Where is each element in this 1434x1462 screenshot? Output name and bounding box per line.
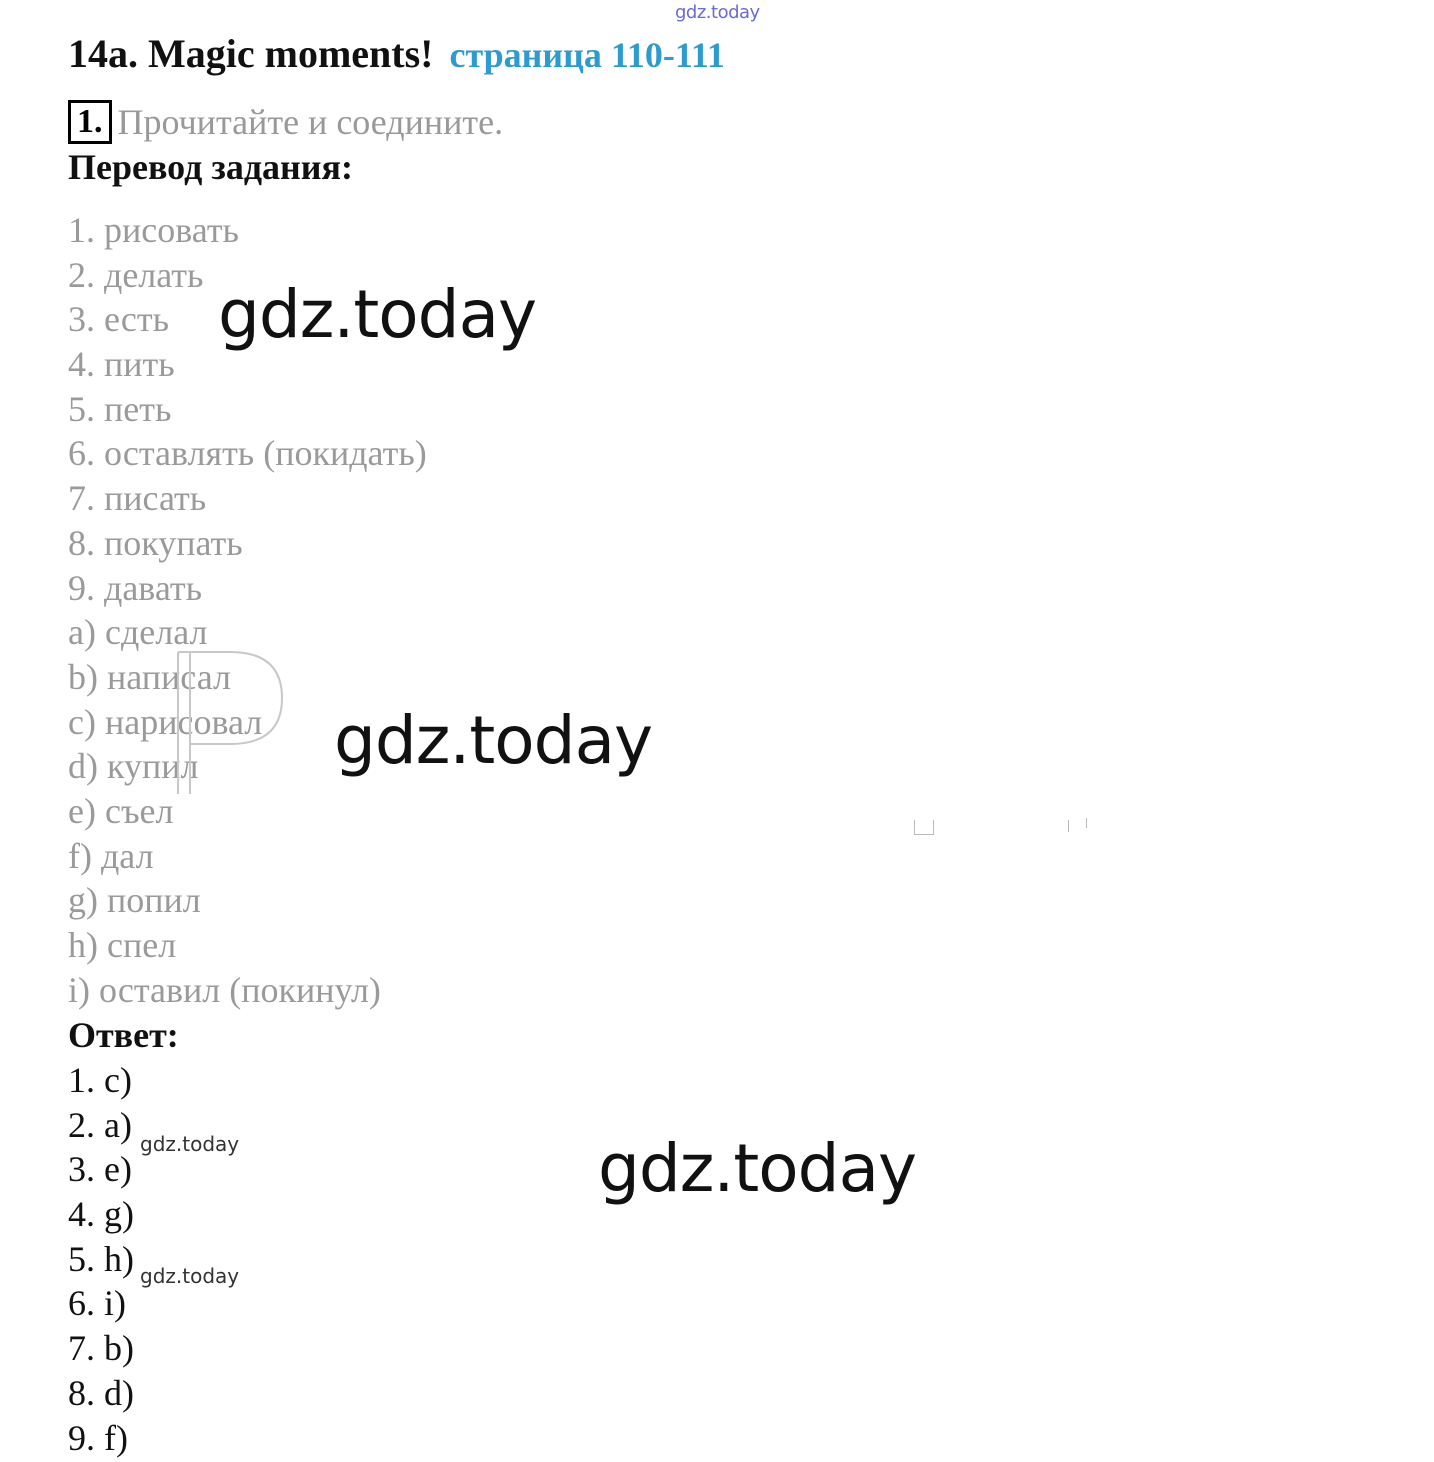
list-item: b) написал	[68, 656, 231, 697]
answer-heading: Ответ:	[68, 1015, 179, 1055]
list-item: 4. пить	[68, 344, 175, 385]
answer-item: 1. c)	[68, 1060, 132, 1100]
list-item: 8. покупать	[68, 522, 243, 563]
list-item: g) попил	[68, 880, 201, 921]
answer-item: 6. i)	[68, 1283, 126, 1324]
list-item: c) нарисовал	[68, 701, 263, 742]
scan-artifact	[170, 648, 290, 798]
answer-item: 5. h)	[68, 1238, 134, 1279]
list-item: 6. оставлять (покидать)	[68, 433, 427, 474]
page-range: страница 110-111	[449, 35, 725, 75]
list-item: 3. есть	[68, 299, 170, 340]
watermark-top: gdz.today	[675, 2, 760, 23]
answer-item: 2. a)	[68, 1104, 132, 1145]
list-item: h) спел	[68, 925, 177, 965]
page-title-main: 14a. Magic moments!	[68, 31, 434, 76]
watermark-large: gdz.today	[598, 1130, 917, 1207]
list-item: 5. петь	[68, 388, 172, 429]
list-item: 7. писать	[68, 478, 207, 519]
list-item: 1. рисовать	[68, 210, 239, 250]
list-item: d) купил	[68, 746, 199, 787]
answer-list	[68, 1058, 134, 1460]
list-item: a) сделал	[68, 612, 208, 653]
answer-item: 4. g)	[68, 1194, 134, 1235]
list-item: f) дал	[68, 835, 154, 876]
answer-item: 3. e)	[68, 1149, 132, 1190]
watermark-large: gdz.today	[334, 702, 653, 779]
watermark-large: gdz.today	[218, 276, 537, 353]
list-item: e) съел	[68, 790, 174, 831]
answer-item: 8. d)	[68, 1372, 134, 1413]
watermark-small: gdz.today	[140, 1264, 240, 1288]
answer-item: 9. f)	[68, 1417, 128, 1458]
scan-artifact	[1086, 818, 1087, 828]
task-instruction	[68, 100, 503, 144]
task-number-badge: 1.	[68, 100, 112, 144]
page-title	[68, 30, 725, 77]
scan-artifact	[914, 820, 934, 835]
scan-artifact	[1068, 820, 1069, 832]
translation-heading: Перевод задания:	[68, 147, 353, 187]
answer-item: 7. b)	[68, 1328, 134, 1369]
list-item: 2. делать	[68, 254, 204, 295]
list-item: 9. давать	[68, 567, 203, 608]
watermark-small: gdz.today	[140, 1132, 240, 1156]
list-item: i) оставил (покинул)	[68, 969, 381, 1010]
task-text: Прочитайте и соедините.	[117, 102, 504, 142]
